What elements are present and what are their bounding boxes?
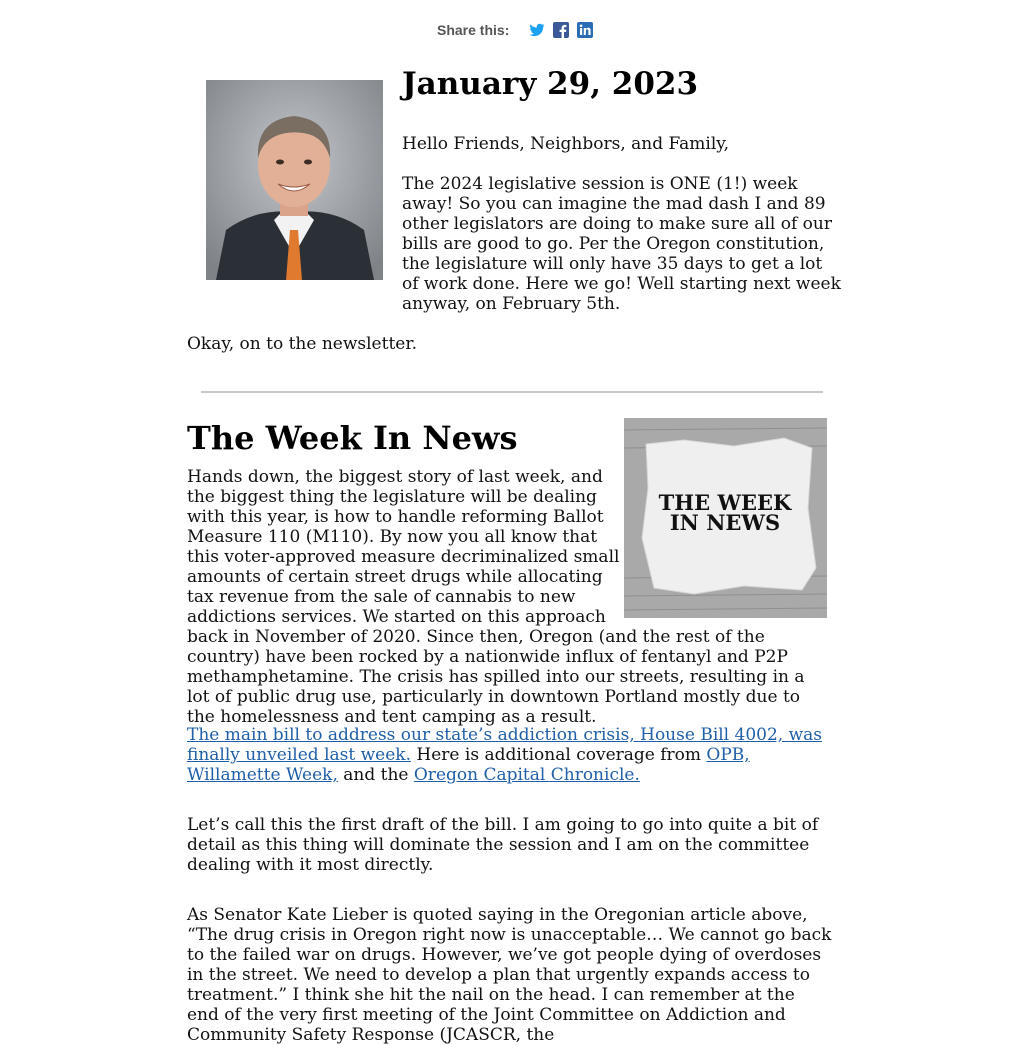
news-paragraph-2: Let’s call this the first draft of the bill. I am going to go into quite a bit of detail as this thing will dominate the session and I am on the committee dealing with it most directly. xyxy=(187,815,819,875)
share-bar xyxy=(437,18,593,42)
newsletter-date: January 29, 2023 xyxy=(402,66,699,102)
news-paragraph-1: Hands down, the biggest story of last week, and the biggest thing the legislature will be dealing with this year, is how to handle reforming Ballot Measure 110 (M110). By now you all know that this voter-approved measure decriminalized small amounts of certain street drugs while allocating tax revenue from the sale of cannabis to new addictions services. We started on this approach back in November of 2020. Since then, Oregon (and the rest of the country) have been rocked by a nationwide influx of fentanyl and P2P methamphetamine. The crisis has spilled into our streets, resulting in a lot of public drug use, particularly in downtown Portland mostly due to the homelessness and tent camping as a result. xyxy=(187,467,805,727)
section-divider xyxy=(201,391,823,393)
closing-line: Okay, on to the newsletter. xyxy=(187,334,417,354)
twitter-icon[interactable] xyxy=(529,22,545,38)
linkedin-icon[interactable] xyxy=(577,22,593,38)
oregon-capital-chronicle-link[interactable]: Oregon Capital Chronicle. xyxy=(413,765,640,785)
section-title: The Week In News xyxy=(187,419,518,457)
hb4002-link[interactable]: The main bill to address our state’s addiction crisis, House Bill 4002, was finally unveiled last week. xyxy=(187,725,823,765)
news-paragraph-3: As Senator Kate Lieber is quoted saying in the Oregonian article above, “The drug crisis in Oregon right now is unacceptable… We cannot go back to the failed war on drugs. However, we’ve got people dying of overdoses in the street. We need to develop a plan that urgently expands access to treatment.” I think she hit the nail on the head. I can remember at the end of the very first meeting of the Joint Committee on Addiction and Community Safety Response (JCASCR, the xyxy=(187,905,832,1045)
opb-link[interactable]: OPB, xyxy=(706,745,750,765)
author-portrait xyxy=(206,80,383,280)
share-label: Share this: xyxy=(437,22,510,38)
intro-paragraph: The 2024 legislative session is ONE (1!) week away! So you can imagine the mad dash I and 89 other legislators are doing to make sure all of our bills are good to go. Per the Oregon constitution, the legislature will only have 35 days to get a lot of work done. Here we go! Well starting next week anyway, on February 5th. xyxy=(402,174,841,314)
coverage-links-paragraph: The main bill to address our state’s addiction crisis, House Bill 4002, was finally unveiled last week. Here is additional coverage from OPB, Willamette Week, and the Oregon Capital Chronicle. xyxy=(187,725,823,785)
facebook-icon[interactable] xyxy=(553,22,569,38)
willamette-week-link[interactable]: Willamette Week, xyxy=(187,765,338,785)
image-caption-line2: IN NEWS xyxy=(669,510,781,535)
greeting: Hello Friends, Neighbors, and Family, xyxy=(402,134,730,154)
image-caption-line1: THE WEEK xyxy=(658,490,792,515)
